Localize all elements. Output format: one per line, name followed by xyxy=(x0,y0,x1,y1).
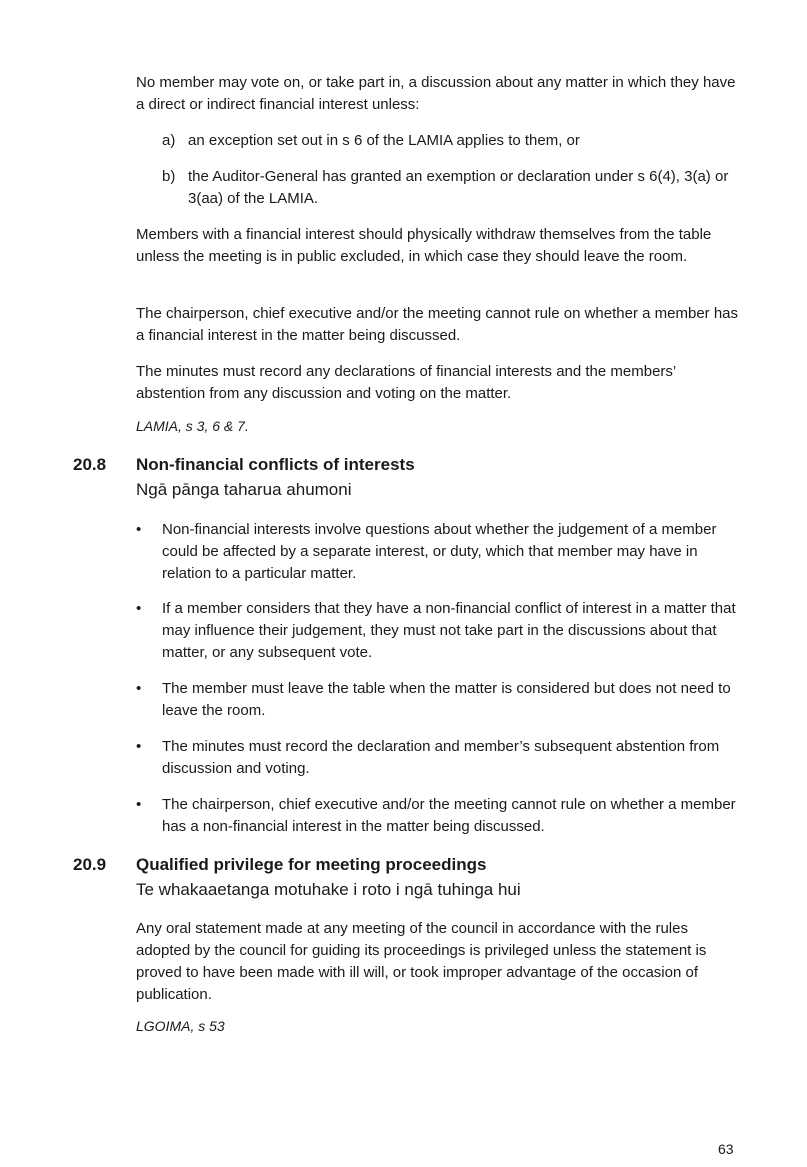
list-item-text: the Auditor-General has granted an exemption or declaration under s 6(4), 3(a) or 3(aa) of the LAMIA. xyxy=(188,168,729,207)
section-title: Non-financial conflicts of interests xyxy=(136,455,415,474)
list-item xyxy=(136,166,746,210)
section-subtitle: Te whakaaetanga motuhake i roto i ngā tuhinga hui xyxy=(136,880,521,899)
bullet-marker: • xyxy=(136,521,142,538)
citation: LAMIA, s 3, 6 & 7. xyxy=(136,418,249,434)
bullet-item xyxy=(136,794,746,838)
exception-list xyxy=(136,130,746,152)
bullet-text: The member must leave the table when the matter is considered but does not need to leave the room. xyxy=(162,680,731,719)
bullet-item xyxy=(136,519,746,585)
section-number: 20.9 xyxy=(73,855,107,874)
section-number: 20.8 xyxy=(73,455,107,474)
citation: LGOIMA, s 53 xyxy=(136,1018,225,1034)
list-item-text: an exception set out in s 6 of the LAMIA applies to them, or xyxy=(188,132,580,149)
bullet-item xyxy=(136,678,746,722)
section-title: Qualified privilege for meeting proceedings xyxy=(136,855,487,874)
bullet-marker: • xyxy=(136,738,142,755)
bullet-text: The chairperson, chief executive and/or the meeting cannot rule on whether a member has a non-financial interest in the matter being discussed. xyxy=(162,796,736,835)
list-item xyxy=(136,130,746,152)
list-marker: b) xyxy=(162,168,176,185)
bullet-text: If a member considers that they have a non-financial conflict of interest in a matter that may influence their judgement, they must not take part in the discussions about that matter, or any subsequent vote. xyxy=(162,600,736,661)
intro-paragraph: No member may vote on, or take part in, a discussion about any matter in which they have a direct or indirect financial interest unless: xyxy=(136,74,736,113)
bullet-text: The minutes must record the declaration and member’s subsequent abstention from discussion and voting. xyxy=(162,738,720,777)
bullet-marker: • xyxy=(136,796,142,813)
chair-rule-paragraph: The chairperson, chief executive and/or the meeting cannot rule on whether a member has a financial interest in the matter being discussed. xyxy=(136,305,739,344)
minutes-paragraph: The minutes must record any declarations of financial interests and the members’ abstention from any discussion and voting on the matter. xyxy=(136,363,676,402)
page-number: 63 xyxy=(718,1141,734,1157)
bullet-marker: • xyxy=(136,600,142,617)
withdraw-paragraph: Members with a financial interest should physically withdraw themselves from the table unless the meeting is in public excluded, in which case they should leave the room. xyxy=(136,226,712,265)
exception-list xyxy=(136,166,746,210)
bullet-item xyxy=(136,736,746,780)
bullet-item xyxy=(136,598,746,664)
section-subtitle: Ngā pānga taharua ahumoni xyxy=(136,480,352,499)
bullet-marker: • xyxy=(136,680,142,697)
list-marker: a) xyxy=(162,132,176,149)
privilege-paragraph: Any oral statement made at any meeting of the council in accordance with the rules adopted by the council for guiding its proceedings is privileged unless the statement is proved to have been made with ill will, or took improper advantage of the occasion of publication. xyxy=(136,920,707,1003)
bullet-text: Non-financial interests involve questions about whether the judgement of a member could be affected by a separate interest, or duty, which that member may have in relation to a particular matter. xyxy=(162,521,717,582)
